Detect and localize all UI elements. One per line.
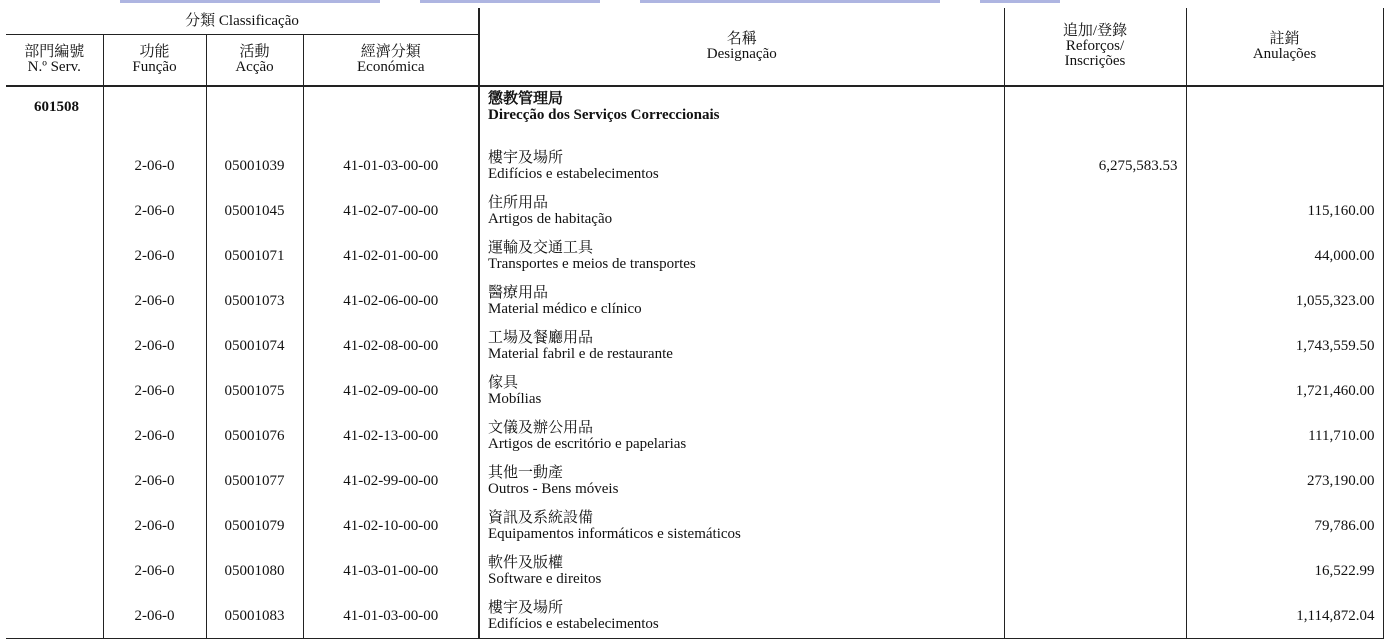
economic-cell: 41-02-07-00-00 [303,188,479,233]
dept-code-cell [6,503,103,548]
dept-code-cell [6,278,103,323]
annulment-cell: 1,114,872.04 [1186,593,1383,639]
annulment-cell: 44,000.00 [1186,233,1383,278]
dept-code-cell [6,548,103,593]
designation-pt: Software e direitos [488,570,602,587]
designation-header-zh: 名稱 [726,30,757,47]
function-cell: 2-06-0 [103,143,206,188]
budget-rows [6,143,1383,639]
economic-header: 經濟分類 Económica [303,35,479,87]
designation-pt: Artigos de escritório e papelarias [488,435,687,452]
budget-table [6,8,1384,639]
function-cell: 2-06-0 [103,593,206,639]
table-row [6,278,1383,323]
table-row [6,233,1383,278]
table-row [6,368,1383,413]
action-cell: 05001075 [206,368,303,413]
economic-cell: 41-01-03-00-00 [303,143,479,188]
dept-code-header: 部門編號 N.º Serv. [6,35,103,87]
action-cell: 05001079 [206,503,303,548]
designation-zh: 住所用品 [488,194,549,211]
function-cell: 2-06-0 [103,368,206,413]
function-cell: 2-06-0 [103,188,206,233]
designation-zh: 文儀及辦公用品 [488,419,594,436]
cropped-previous-text-line [0,0,1394,6]
designation-cell [479,323,1004,368]
economic-cell: 41-02-08-00-00 [303,323,479,368]
reinforcements-header-pt1: Reforços/ [1065,38,1125,54]
designation-pt: Edifícios e estabelecimentos [488,165,659,182]
dept-code-cell [6,413,103,458]
annulments-header [1186,8,1383,86]
economic-cell: 41-02-01-00-00 [303,233,479,278]
economic-cell: 41-02-10-00-00 [303,503,479,548]
dept-code-cell [6,458,103,503]
function-cell: 2-06-0 [103,278,206,323]
reinforcement-cell [1004,278,1186,323]
action-cell: 05001074 [206,323,303,368]
designation-cell [479,458,1004,503]
table-row [6,143,1383,188]
action-cell: 05001080 [206,548,303,593]
economic-cell: 41-02-13-00-00 [303,413,479,458]
designation-cell [479,278,1004,323]
action-cell: 05001083 [206,593,303,639]
reinforcement-cell [1004,368,1186,413]
designation-header [479,8,1004,86]
economic-cell: 41-02-09-00-00 [303,368,479,413]
reinforcement-cell [1004,458,1186,503]
action-cell: 05001045 [206,188,303,233]
annulment-cell: 115,160.00 [1186,188,1383,233]
designation-cell [479,593,1004,639]
reinforcement-cell [1004,413,1186,458]
designation-pt: Artigos de habitação [488,210,613,227]
action-header: 活動 Acção [206,35,303,87]
reinforcement-cell [1004,503,1186,548]
function-cell: 2-06-0 [103,233,206,278]
designation-zh: 醫療用品 [488,284,549,301]
dept-code-cell [6,233,103,278]
table-row [6,503,1383,548]
annulment-cell: 111,710.00 [1186,413,1383,458]
dept-code-cell [6,593,103,639]
annulment-cell: 1,721,460.00 [1186,368,1383,413]
reinforcement-cell [1004,188,1186,233]
designation-cell [479,503,1004,548]
table-row [6,323,1383,368]
reinforcement-cell [1004,593,1186,639]
table-row [6,413,1383,458]
designation-zh: 運輸及交通工具 [488,239,594,256]
reinforcement-cell: 6,275,583.53 [1004,143,1186,188]
department-row [6,86,1383,143]
table-row [6,593,1383,639]
designation-pt: Outros - Bens móveis [488,480,619,497]
function-cell: 2-06-0 [103,548,206,593]
designation-pt: Material médico e clínico [488,300,642,317]
designation-pt: Mobílias [488,390,542,407]
designation-pt: Equipamentos informáticos e sistemáticos [488,525,741,542]
designation-pt: Edifícios e estabelecimentos [488,615,659,632]
designation-zh: 資訊及系統設備 [488,509,594,526]
table-row [6,188,1383,233]
dept-code-cell [6,368,103,413]
action-cell: 05001071 [206,233,303,278]
dept-code-cell [6,143,103,188]
dept-code-cell [6,188,103,233]
function-cell: 2-06-0 [103,413,206,458]
action-cell: 05001073 [206,278,303,323]
dept-code-cell [6,323,103,368]
annulments-header-zh: 註銷 [1269,30,1300,47]
designation-zh: 樓宇及場所 [488,149,564,166]
reinforcements-header [1004,8,1186,86]
action-cell: 05001076 [206,413,303,458]
reinforcement-cell [1004,548,1186,593]
designation-cell [479,548,1004,593]
table-row [6,548,1383,593]
annulment-cell: 79,786.00 [1186,503,1383,548]
function-cell: 2-06-0 [103,458,206,503]
designation-pt: Transportes e meios de transportes [488,255,696,272]
annulment-cell: 1,055,323.00 [1186,278,1383,323]
economic-cell: 41-03-01-00-00 [303,548,479,593]
designation-cell [479,143,1004,188]
reinforcement-cell [1004,323,1186,368]
annulment-cell: 273,190.00 [1186,458,1383,503]
function-cell: 2-06-0 [103,323,206,368]
classification-header: 分類 Classificação [6,8,479,35]
designation-cell [479,368,1004,413]
header-row-top [6,8,1383,35]
annulment-cell: 16,522.99 [1186,548,1383,593]
designation-zh: 樓宇及場所 [488,599,564,616]
designation-header-pt: Designação [706,45,777,62]
designation-pt: Material fabril e de restaurante [488,345,673,362]
action-cell: 05001039 [206,143,303,188]
economic-cell: 41-02-06-00-00 [303,278,479,323]
economic-cell: 41-02-99-00-00 [303,458,479,503]
reinforcement-cell [1004,233,1186,278]
table-row [6,458,1383,503]
designation-zh: 工場及餐廳用品 [488,329,594,346]
reinforcements-header-zh: 追加/登錄 [1062,23,1128,39]
designation-zh: 傢具 [488,374,519,391]
designation-zh: 軟件及版權 [488,554,564,571]
department-name: 懲教管理局 Direcção dos Serviços Correccionais [479,86,1004,143]
annulment-cell [1186,143,1383,188]
designation-cell [479,188,1004,233]
economic-cell: 41-01-03-00-00 [303,593,479,639]
designation-cell [479,413,1004,458]
function-cell: 2-06-0 [103,503,206,548]
reinforcements-header-pt2: Inscrições [1064,53,1126,69]
function-header: 功能 Função [103,35,206,87]
designation-zh: 其他一動產 [488,464,564,481]
designation-cell [479,233,1004,278]
annulment-cell: 1,743,559.50 [1186,323,1383,368]
annulments-header-pt: Anulações [1252,45,1317,62]
department-code: 601508 [34,99,79,115]
action-cell: 05001077 [206,458,303,503]
